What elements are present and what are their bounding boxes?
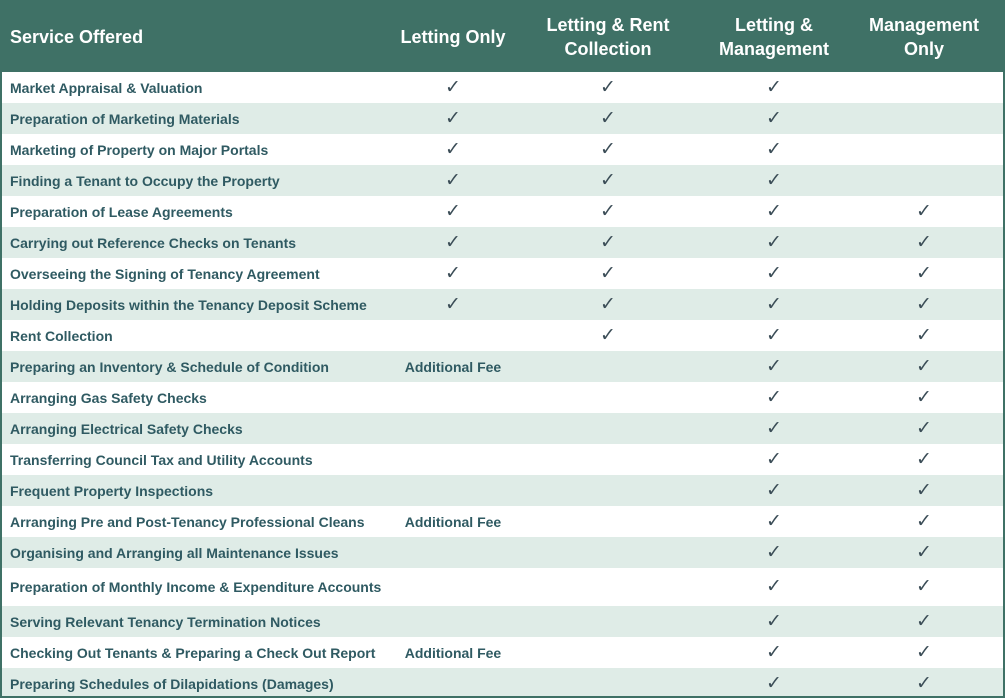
- included-cell: [845, 606, 1003, 637]
- included-cell: [513, 165, 703, 196]
- table-row: [2, 506, 1003, 537]
- check-icon: ✓: [916, 355, 932, 377]
- included-cell: [703, 289, 845, 320]
- included-cell: [393, 134, 513, 165]
- empty-cell: [513, 413, 703, 444]
- empty-cell: [513, 537, 703, 568]
- included-cell: [845, 320, 1003, 351]
- empty-cell: [393, 537, 513, 568]
- check-icon: ✓: [916, 610, 932, 632]
- table-row: [2, 134, 1003, 165]
- included-cell: [393, 258, 513, 289]
- check-icon: ✓: [445, 293, 461, 315]
- included-cell: [703, 382, 845, 413]
- empty-cell: [513, 475, 703, 506]
- included-cell: [393, 196, 513, 227]
- empty-cell: [393, 320, 513, 351]
- service-name: Transferring Council Tax and Utility Accounts: [2, 444, 393, 475]
- table-row: [2, 72, 1003, 103]
- check-icon: ✓: [766, 479, 782, 501]
- table-row: [2, 258, 1003, 289]
- included-cell: [845, 227, 1003, 258]
- included-cell: [703, 103, 845, 134]
- included-cell: [393, 227, 513, 258]
- included-cell: [845, 444, 1003, 475]
- included-cell: [703, 320, 845, 351]
- included-cell: [393, 103, 513, 134]
- service-name: Serving Relevant Tenancy Termination Notices: [2, 606, 393, 637]
- service-name: Preparing an Inventory & Schedule of Condition: [2, 351, 393, 382]
- empty-cell: [513, 637, 703, 668]
- empty-cell: [513, 444, 703, 475]
- table-row: [2, 444, 1003, 475]
- service-name: Rent Collection: [2, 320, 393, 351]
- check-icon: ✓: [916, 386, 932, 408]
- check-icon: ✓: [916, 479, 932, 501]
- additional-fee-label: Additional Fee: [393, 351, 513, 382]
- service-name: Checking Out Tenants & Preparing a Check Out Report: [2, 637, 393, 668]
- check-icon: ✓: [766, 262, 782, 284]
- check-icon: ✓: [766, 231, 782, 253]
- included-cell: [703, 506, 845, 537]
- included-cell: [703, 475, 845, 506]
- empty-cell: [513, 506, 703, 537]
- header-service-offered: Service Offered: [2, 2, 393, 72]
- check-icon: ✓: [766, 169, 782, 191]
- empty-cell: [845, 165, 1003, 196]
- check-icon: ✓: [600, 169, 616, 191]
- check-icon: ✓: [766, 324, 782, 346]
- check-icon: ✓: [600, 324, 616, 346]
- table-row: [2, 475, 1003, 506]
- check-icon: ✓: [766, 610, 782, 632]
- check-icon: ✓: [766, 448, 782, 470]
- table-row: [2, 227, 1003, 258]
- check-icon: ✓: [445, 262, 461, 284]
- check-icon: ✓: [916, 641, 932, 663]
- included-cell: [703, 351, 845, 382]
- service-name: Finding a Tenant to Occupy the Property: [2, 165, 393, 196]
- included-cell: [845, 258, 1003, 289]
- included-cell: [703, 258, 845, 289]
- included-cell: [393, 289, 513, 320]
- empty-cell: [393, 382, 513, 413]
- empty-cell: [513, 606, 703, 637]
- table-row: [2, 568, 1003, 606]
- header-row: [2, 2, 1003, 72]
- check-icon: ✓: [916, 231, 932, 253]
- included-cell: [513, 103, 703, 134]
- included-cell: [845, 537, 1003, 568]
- service-name: Arranging Gas Safety Checks: [2, 382, 393, 413]
- empty-cell: [845, 103, 1003, 134]
- check-icon: ✓: [916, 293, 932, 315]
- table-row: [2, 196, 1003, 227]
- check-icon: ✓: [916, 324, 932, 346]
- table-row: [2, 637, 1003, 668]
- included-cell: [845, 668, 1003, 698]
- check-icon: ✓: [766, 138, 782, 160]
- check-icon: ✓: [445, 231, 461, 253]
- empty-cell: [845, 72, 1003, 103]
- service-name: Arranging Pre and Post-Tenancy Professional Cleans: [2, 506, 393, 537]
- check-icon: ✓: [766, 510, 782, 532]
- included-cell: [513, 227, 703, 258]
- service-name: Holding Deposits within the Tenancy Deposit Scheme: [2, 289, 393, 320]
- check-icon: ✓: [766, 293, 782, 315]
- check-icon: ✓: [600, 138, 616, 160]
- services-table: [2, 2, 1003, 698]
- included-cell: [703, 196, 845, 227]
- service-name: Preparing Schedules of Dilapidations (Damages): [2, 668, 393, 698]
- service-name: Preparation of Lease Agreements: [2, 196, 393, 227]
- check-icon: ✓: [600, 231, 616, 253]
- included-cell: [393, 165, 513, 196]
- empty-cell: [513, 382, 703, 413]
- empty-cell: [393, 606, 513, 637]
- check-icon: ✓: [600, 200, 616, 222]
- included-cell: [845, 506, 1003, 537]
- included-cell: [845, 196, 1003, 227]
- check-icon: ✓: [600, 76, 616, 98]
- check-icon: ✓: [766, 576, 782, 597]
- check-icon: ✓: [916, 200, 932, 222]
- included-cell: [845, 289, 1003, 320]
- included-cell: [845, 568, 1003, 606]
- included-cell: [393, 72, 513, 103]
- check-icon: ✓: [445, 76, 461, 98]
- table-row: [2, 668, 1003, 698]
- included-cell: [703, 413, 845, 444]
- included-cell: [703, 72, 845, 103]
- table-row: [2, 537, 1003, 568]
- check-icon: ✓: [916, 672, 932, 694]
- additional-fee-label: Additional Fee: [393, 637, 513, 668]
- service-name: Preparation of Marketing Materials: [2, 103, 393, 134]
- header-letting-rent-collection: Letting & Rent Collection: [513, 2, 703, 72]
- included-cell: [513, 196, 703, 227]
- check-icon: ✓: [916, 510, 932, 532]
- check-icon: ✓: [445, 200, 461, 222]
- empty-cell: [393, 668, 513, 698]
- included-cell: [845, 475, 1003, 506]
- included-cell: [703, 444, 845, 475]
- included-cell: [513, 289, 703, 320]
- included-cell: [703, 537, 845, 568]
- included-cell: [513, 134, 703, 165]
- check-icon: ✓: [916, 576, 932, 597]
- included-cell: [845, 382, 1003, 413]
- table-row: [2, 606, 1003, 637]
- additional-fee-label: Additional Fee: [393, 506, 513, 537]
- check-icon: ✓: [766, 672, 782, 694]
- empty-cell: [845, 134, 1003, 165]
- table-row: [2, 165, 1003, 196]
- included-cell: [513, 72, 703, 103]
- check-icon: ✓: [916, 262, 932, 284]
- header-letting-only: Letting Only: [393, 2, 513, 72]
- included-cell: [513, 320, 703, 351]
- check-icon: ✓: [916, 448, 932, 470]
- table-row: [2, 351, 1003, 382]
- check-icon: ✓: [766, 107, 782, 129]
- included-cell: [703, 134, 845, 165]
- included-cell: [845, 637, 1003, 668]
- empty-cell: [393, 475, 513, 506]
- empty-cell: [393, 568, 513, 606]
- table-row: [2, 289, 1003, 320]
- table-row: [2, 320, 1003, 351]
- service-name: Arranging Electrical Safety Checks: [2, 413, 393, 444]
- empty-cell: [513, 668, 703, 698]
- service-name: Organising and Arranging all Maintenance Issues: [2, 537, 393, 568]
- included-cell: [703, 668, 845, 698]
- empty-cell: [513, 351, 703, 382]
- header-management-only: Management Only: [845, 2, 1003, 72]
- check-icon: ✓: [916, 541, 932, 563]
- check-icon: ✓: [766, 417, 782, 439]
- service-name: Marketing of Property on Major Portals: [2, 134, 393, 165]
- service-name: Market Appraisal & Valuation: [2, 72, 393, 103]
- check-icon: ✓: [766, 355, 782, 377]
- service-name: Overseeing the Signing of Tenancy Agreement: [2, 258, 393, 289]
- check-icon: ✓: [600, 262, 616, 284]
- check-icon: ✓: [766, 541, 782, 563]
- included-cell: [845, 351, 1003, 382]
- check-icon: ✓: [766, 386, 782, 408]
- check-icon: ✓: [766, 200, 782, 222]
- included-cell: [513, 258, 703, 289]
- table-row: [2, 103, 1003, 134]
- empty-cell: [393, 444, 513, 475]
- empty-cell: [393, 413, 513, 444]
- included-cell: [845, 413, 1003, 444]
- service-name: Frequent Property Inspections: [2, 475, 393, 506]
- check-icon: ✓: [766, 76, 782, 98]
- check-icon: ✓: [916, 417, 932, 439]
- included-cell: [703, 165, 845, 196]
- table-row: [2, 413, 1003, 444]
- check-icon: ✓: [445, 138, 461, 160]
- check-icon: ✓: [445, 107, 461, 129]
- check-icon: ✓: [600, 293, 616, 315]
- empty-cell: [513, 568, 703, 606]
- header-letting-management: Letting & Management: [703, 2, 845, 72]
- table-row: [2, 382, 1003, 413]
- check-icon: ✓: [445, 169, 461, 191]
- check-icon: ✓: [766, 641, 782, 663]
- included-cell: [703, 637, 845, 668]
- service-name: Preparation of Monthly Income & Expenditure Accounts: [2, 568, 393, 606]
- included-cell: [703, 227, 845, 258]
- check-icon: ✓: [600, 107, 616, 129]
- included-cell: [703, 606, 845, 637]
- included-cell: [703, 568, 845, 606]
- service-name: Carrying out Reference Checks on Tenants: [2, 227, 393, 258]
